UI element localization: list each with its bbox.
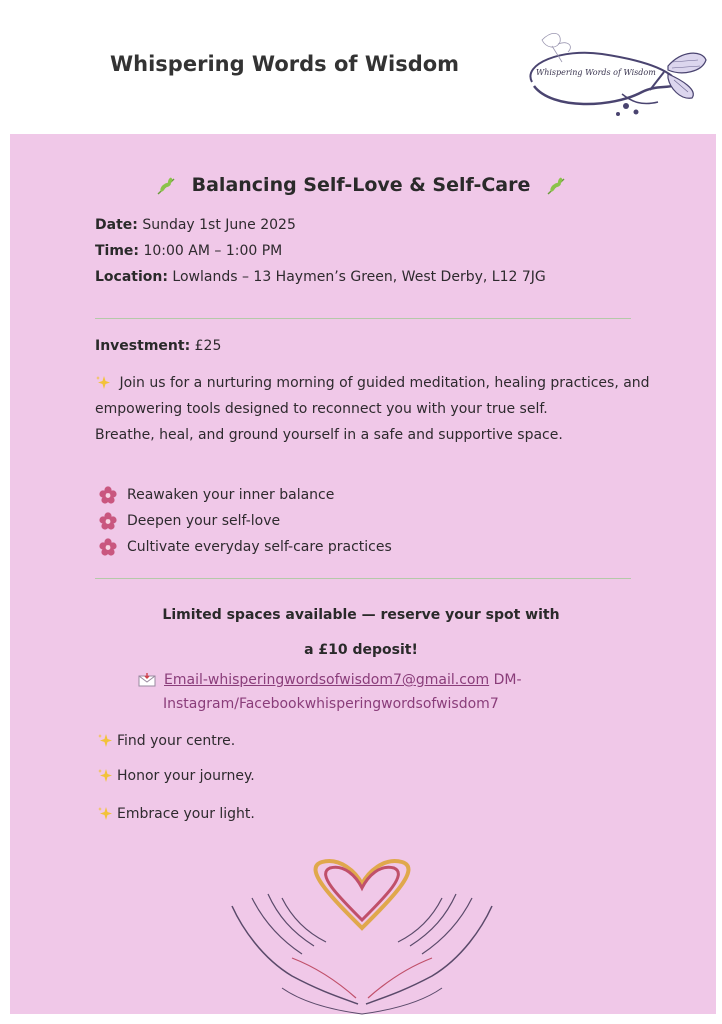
benefit-item — [99, 512, 280, 530]
description-intro: Join us for a nurturing morning of guided meditation, healing practices, and empowering tools designed to reconnect you with your true self. — [95, 375, 650, 417]
event-investment — [95, 338, 221, 354]
description-tagline: Breathe, heal, and ground yourself in a safe and supportive space. — [95, 427, 563, 443]
date-label: Date: — [95, 217, 138, 233]
benefit-text: Reawaken your inner balance — [127, 487, 335, 503]
sparkles-icon — [97, 768, 113, 784]
time-label: Time: — [95, 243, 140, 259]
affirmation-text: Find your centre. — [117, 733, 236, 749]
date-value: Sunday 1st June 2025 — [142, 217, 296, 233]
description — [95, 370, 655, 448]
flower-icon — [99, 538, 117, 556]
flower-icon — [99, 486, 117, 504]
sparkles-icon — [97, 806, 113, 822]
leaf-icon — [155, 175, 177, 197]
investment-label: Investment: — [95, 338, 191, 354]
benefit-item — [99, 486, 334, 504]
location-label: Location: — [95, 269, 168, 285]
contact-line — [138, 668, 522, 692]
affirmation-text: Embrace your light. — [117, 806, 255, 822]
affirmation-item — [97, 768, 255, 784]
flyer-header — [0, 0, 722, 132]
sparkles-icon — [97, 733, 113, 749]
benefit-item — [99, 538, 392, 556]
email-link[interactable]: Email-whisperingwordsofwisdom7@gmail.com — [164, 672, 490, 688]
affirmation-item — [97, 806, 255, 822]
social-handle: Instagram/Facebookwhisperingwordsofwisdom7 — [163, 696, 499, 712]
event-location — [95, 269, 546, 285]
envelope-icon — [138, 673, 156, 687]
brand-title: Whispering Words of Wisdom — [110, 52, 460, 76]
affirmation-text: Honor your journey. — [117, 768, 255, 784]
booking-line-2: a £10 deposit! — [304, 642, 418, 658]
benefit-text: Deepen your self-love — [127, 513, 281, 529]
location-value: Lowlands – 13 Haymen’s Green, West Derby, L12 7JG — [172, 269, 546, 285]
logo — [522, 20, 712, 125]
event-date — [95, 217, 296, 233]
investment-value: £25 — [194, 338, 222, 354]
divider — [95, 318, 631, 319]
flower-icon — [99, 512, 117, 530]
booking-line-1: Limited spaces available — reserve your spot with — [162, 607, 560, 623]
benefit-text: Cultivate everyday self-care practices — [127, 539, 392, 555]
affirmation-item — [97, 733, 235, 749]
logo-text: Whispering Words of Wisdom — [536, 68, 656, 77]
divider — [95, 578, 631, 579]
heart-hands-icon — [222, 858, 502, 1018]
event-title: Balancing Self-Love & Self-Care — [191, 174, 531, 196]
time-value: 10:00 AM – 1:00 PM — [143, 243, 283, 259]
leaf-icon — [545, 175, 567, 197]
dm-text: DM- — [493, 672, 522, 688]
sparkles-icon — [95, 375, 111, 391]
event-time — [95, 243, 282, 259]
event-title-row — [0, 174, 722, 197]
